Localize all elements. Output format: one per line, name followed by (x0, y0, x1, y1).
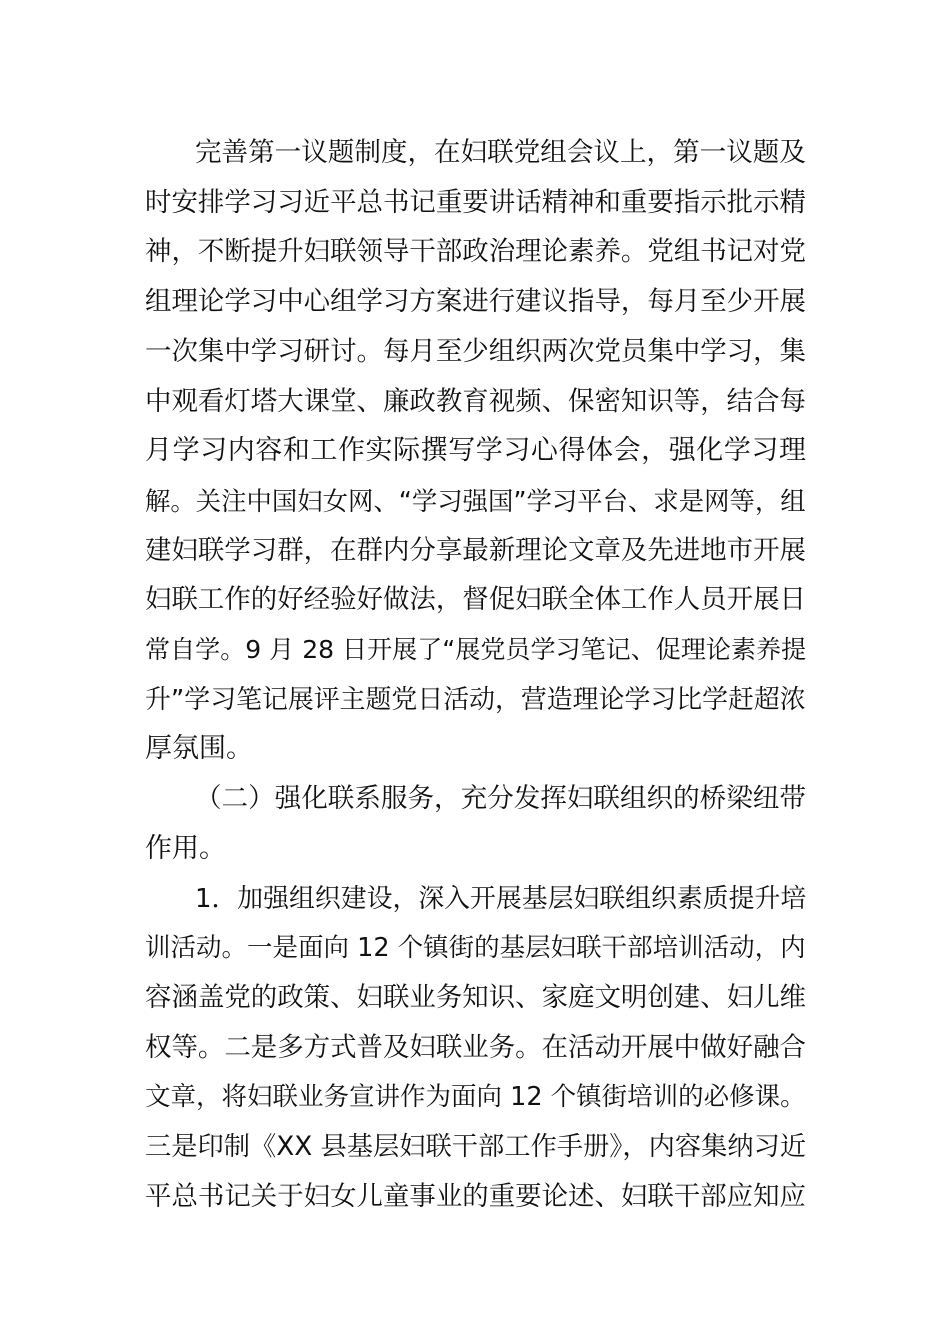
paragraph-2-line-2: 训活动。一是面向 12 个镇街的基层妇联干部培训活动，内 (145, 933, 806, 963)
paragraph-1-line-8: 解。关注中国妇女网、“学习强国”学习平台、求是网等，组 (145, 486, 806, 516)
paragraph-1-line-12: 升”学习笔记展评主题党日活动，营造理论学习比学赶超浓 (145, 685, 806, 715)
paragraph-2-line-5: 文章，将妇联业务宣讲作为面向 12 个镇街培训的必修课。 (145, 1082, 806, 1112)
paragraph-1-line-3: 神，不断提升妇联领导干部政治理论素养。党组书记对党 (145, 236, 806, 267)
paragraph-2-line-1: 1．加强组织建设，深入开展基层妇联组织素质提升培 (195, 884, 807, 914)
paragraph-1-line-10: 妇联工作的好经验好做法，督促妇联全体工作人员开展日 (145, 584, 806, 615)
paragraph-1-line-7: 月学习内容和工作实际撰写学习心得体会，强化学习理 (145, 435, 807, 466)
paragraph-1-line-2: 时安排学习习近平总书记重要讲话精神和重要指示批示精 (145, 187, 806, 218)
paragraph-1-line-11: 常自学。9 月 28 日开展了“展党员学习笔记、促理论素养提 (145, 635, 807, 664)
section-heading-line-2: 作用。 (145, 833, 226, 864)
paragraph-1-line-5: 一次集中学习研讨。每月至少组织两次党员集中学习，集 (145, 336, 806, 367)
paragraph-1-line-6: 中观看灯塔大课堂、廉政教育视频、保密知识等，结合每 (145, 386, 806, 417)
paragraph-2-line-6: 三是印制《XX 县基层妇联干部工作手册》，内容集纳习近 (145, 1132, 807, 1162)
paragraph-2-line-7: 平总书记关于妇女儿童事业的重要论述、妇联干部应知应 (145, 1181, 806, 1212)
paragraph-2-line-4: 权等。二是多方式普及妇联业务。在活动开展中做好融合 (145, 1032, 806, 1063)
paragraph-1-line-9: 建妇联学习群，在群内分享最新理论文章及先进地市开展 (145, 535, 806, 566)
paragraph-2-line-3: 容涵盖党的政策、妇联业务知识、家庭文明创建、妇儿维 (145, 982, 806, 1013)
paragraph-1-line-1: 完善第一议题制度，在妇联党组会议上，第一议题及 (195, 137, 806, 168)
section-heading-line-1: （二）强化联系服务，充分发挥妇联组织的桥梁纽带 (195, 783, 806, 814)
paragraph-1-line-4: 组理论学习中心组学习方案进行建议指导，每月至少开展 (145, 286, 806, 317)
paragraph-1-line-13: 厚氛围。 (145, 733, 253, 764)
